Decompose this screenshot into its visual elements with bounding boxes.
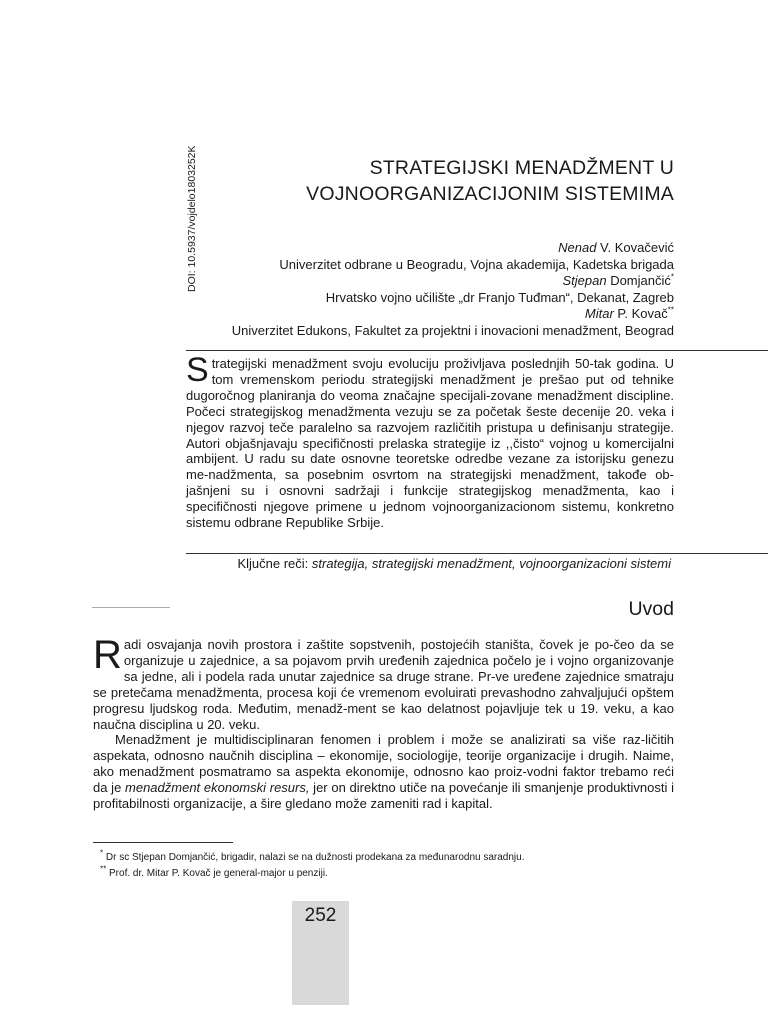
abstract-bottom-rule bbox=[186, 553, 768, 554]
paragraph-dropcap: R bbox=[93, 633, 122, 677]
paragraph: Menadžment je multidisciplinaran fenomen i problem i može se analizirati sa više raz-ličitih aspekata, odnosno naučnih disciplina – ekonomije, sociologije, teorije organizacije i drugih. Naime, ako menadžment posmatramo sa aspekta ekonomije, odnosno kao proiz-vodni faktor trebamo reći da je menadžment ekonomski resurs, jer on direktno utiče na povećanje ili smanjenje produktivnosti i profitabilnosti organizacije, a šire gledano može zameniti rad i kapital. bbox=[93, 732, 674, 812]
author-affiliation: Hrvatsko vojno učilište „dr Franjo Tuđman“, Dekanat, Zagreb bbox=[325, 289, 674, 305]
keywords bbox=[237, 556, 671, 571]
footnote-rule bbox=[93, 842, 233, 843]
abstract-dropcap: S bbox=[186, 351, 209, 389]
abstract bbox=[186, 351, 674, 531]
keywords-label: Ključne reči: bbox=[237, 556, 312, 571]
footnote: ** Prof. dr. Mitar P. Kovač je general-major u penziji. bbox=[100, 864, 328, 879]
abstract-text: trategijski menadžment svoju evoluciju proživljava poslednjih 50-tak godina. U tom vremenskom periodu strategijski menadžment je prešao put od tehnike dugoročnog planiranja do veoma značajne speciјali-zovane menadžment discipline. Počeci strategijskog menadžmenta vezuju se za početak šeste decenije 20. veka i njegov razvoj teče paralelno sa razvojem različitih pristupa u definisanju strategije. Autori objašnjavaju specifičnosti prelaska strategije iz ,,čisto“ vojnog u komercijalni ambijent. U radu su date osnovne teoretske odredbe vezane za istorijsku genezu me-nadžmenta, sa posebnim osvrtom na strategijski menadžment, takođe ob-jašnjeni su i osnovni sadržaji i funkcije strategijskog menadžmenta, kao i specifičnosti njegove primene u jednom vojnoorganizacionom sistemu, konkretno sistemu odbrane Republike Srbije. bbox=[186, 356, 674, 531]
footnotes bbox=[100, 850, 524, 882]
title-line-1: STRATEGIJSKI MENADŽMENT U bbox=[369, 157, 674, 179]
section-divider bbox=[92, 607, 170, 608]
keywords-text: strategija, strategijski menadžment, vojnoorganizacioni sistemi bbox=[311, 556, 671, 571]
author-name: Nenad V. Kovačević bbox=[558, 240, 674, 255]
author-affiliation: Univerzitet odbrane u Beogradu, Vojna akademija, Kadetska brigada bbox=[279, 256, 674, 272]
author-name: Mitar P. Kovač** bbox=[584, 306, 674, 322]
body-text bbox=[93, 633, 674, 812]
author-affiliation: Univerzitet Edukons, Fakultet za projektni i inovacioni menadžment, Beograd bbox=[231, 322, 674, 338]
author-name: Stjepan Domjančić* bbox=[562, 272, 674, 289]
footnote: * Dr sc Stjepan Domjančić, brigadir, nalazi se na dužnosti prodekana za međunarodnu saradnju. bbox=[100, 848, 525, 863]
author-block bbox=[232, 240, 674, 340]
section-title: Uvod bbox=[628, 598, 674, 620]
page-number: 252 bbox=[304, 905, 337, 926]
paragraph: Radi osvajanja novih prostora i zaštite sopstvenih, postojećih staništa, čovek je po-čeo da se organizuje u zajednice, a sa pojavom prvih uređenih zajednica počelo je i vojno organizovanje sa jedne, ali i podela rada unutar zajednice sa druge strane. Pr-ve uređene zajednice smatraju se pretečama menadžmenta, procesa koji će vremenom evoluirati prevashodno zahvaljujući opštem progresu ljudskog roda. Međutim, menadž-ment se kao delatnost pojavljuje tek u 19. veku, a kao naučna disciplina u 20. veku. bbox=[93, 633, 674, 732]
doi-label: DOI: 10.5937/vojdelo1803252K bbox=[186, 145, 198, 292]
title-line-2: VOJNOORGANIZACIJONIM SISTEMIMA bbox=[306, 183, 674, 205]
abstract-top-rule bbox=[186, 350, 768, 351]
article-title bbox=[306, 155, 674, 207]
